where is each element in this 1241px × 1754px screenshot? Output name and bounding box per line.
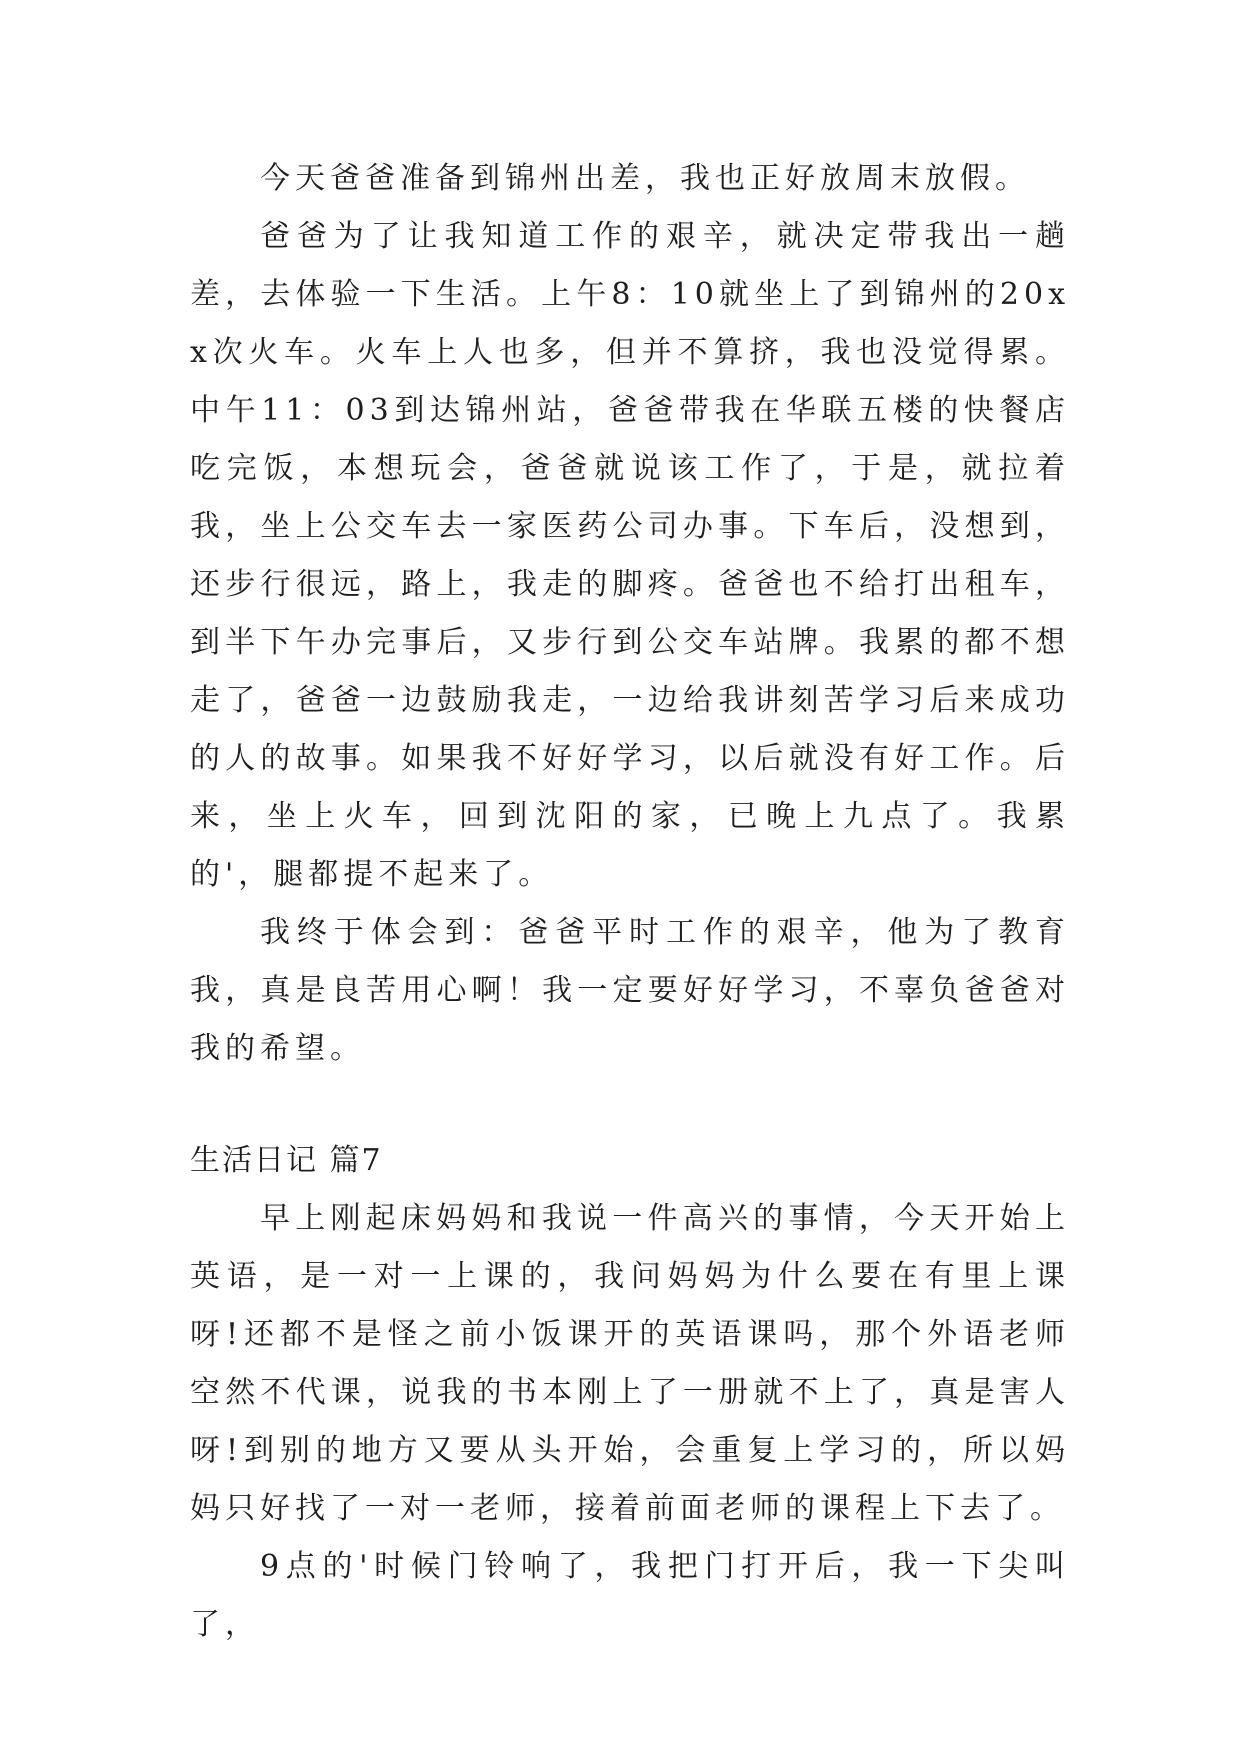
paragraph-trip: 爸爸为了让我知道工作的艰辛，就决定带我出一趟差，去体验一下生活。上午8：10就坐上了到锦州的20xx次火车。火车上人也多，但并不算挤，我也没觉得累。中午11：03到达锦州站，爸爸带我在华联五楼的快餐店吃完饭，本想玩会，爸爸就说该工作了，于是，就拉着我，坐上公交车去一家医药公司办事。下车后，没想到，还步行很远，路上，我走的脚疼。爸爸也不给打出租车，到半下午办完事后，又步行到公交车站牌。我累的都不想走了，爸爸一边鼓励我走，一边给我讲刻苦学习后来成功的人的故事。如果我不好好学习，以后就没有好工作。后来，坐上火车，回到沈阳的家，已晚上九点了。我累的'，腿都提不起来了。 — [190, 219, 1070, 892]
section-heading: 生活日记 篇7 — [190, 1143, 383, 1178]
paragraph-intro: 今天爸爸准备到锦州出差，我也正好放周末放假。 — [260, 161, 1030, 196]
document-page — [190, 150, 1070, 1654]
paragraph-english-class: 早上刚起床妈妈和我说一件高兴的事情，今天开始上英语，是一对一上课的，我问妈妈为什么要在有里上课呀!还都不是怪之前小饭课开的英语课吗，那个外语老师空然不代课，说我的书本刚上了一册就不上了，真是害人呀!到别的地方又要从头开始，会重复上学习的，所以妈妈只好找了一对一老师，接着前面老师的课程上下去了。 — [190, 1201, 1070, 1526]
paragraph-reflection: 我终于体会到：爸爸平时工作的艰辛，他为了教育我，真是良苦用心啊！我一定要好好学习，不辜负爸爸对我的希望。 — [190, 915, 1070, 1066]
paragraph-doorbell: 9点的'时候门铃响了，我把门打开后，我一下尖叫了， — [190, 1549, 1070, 1642]
